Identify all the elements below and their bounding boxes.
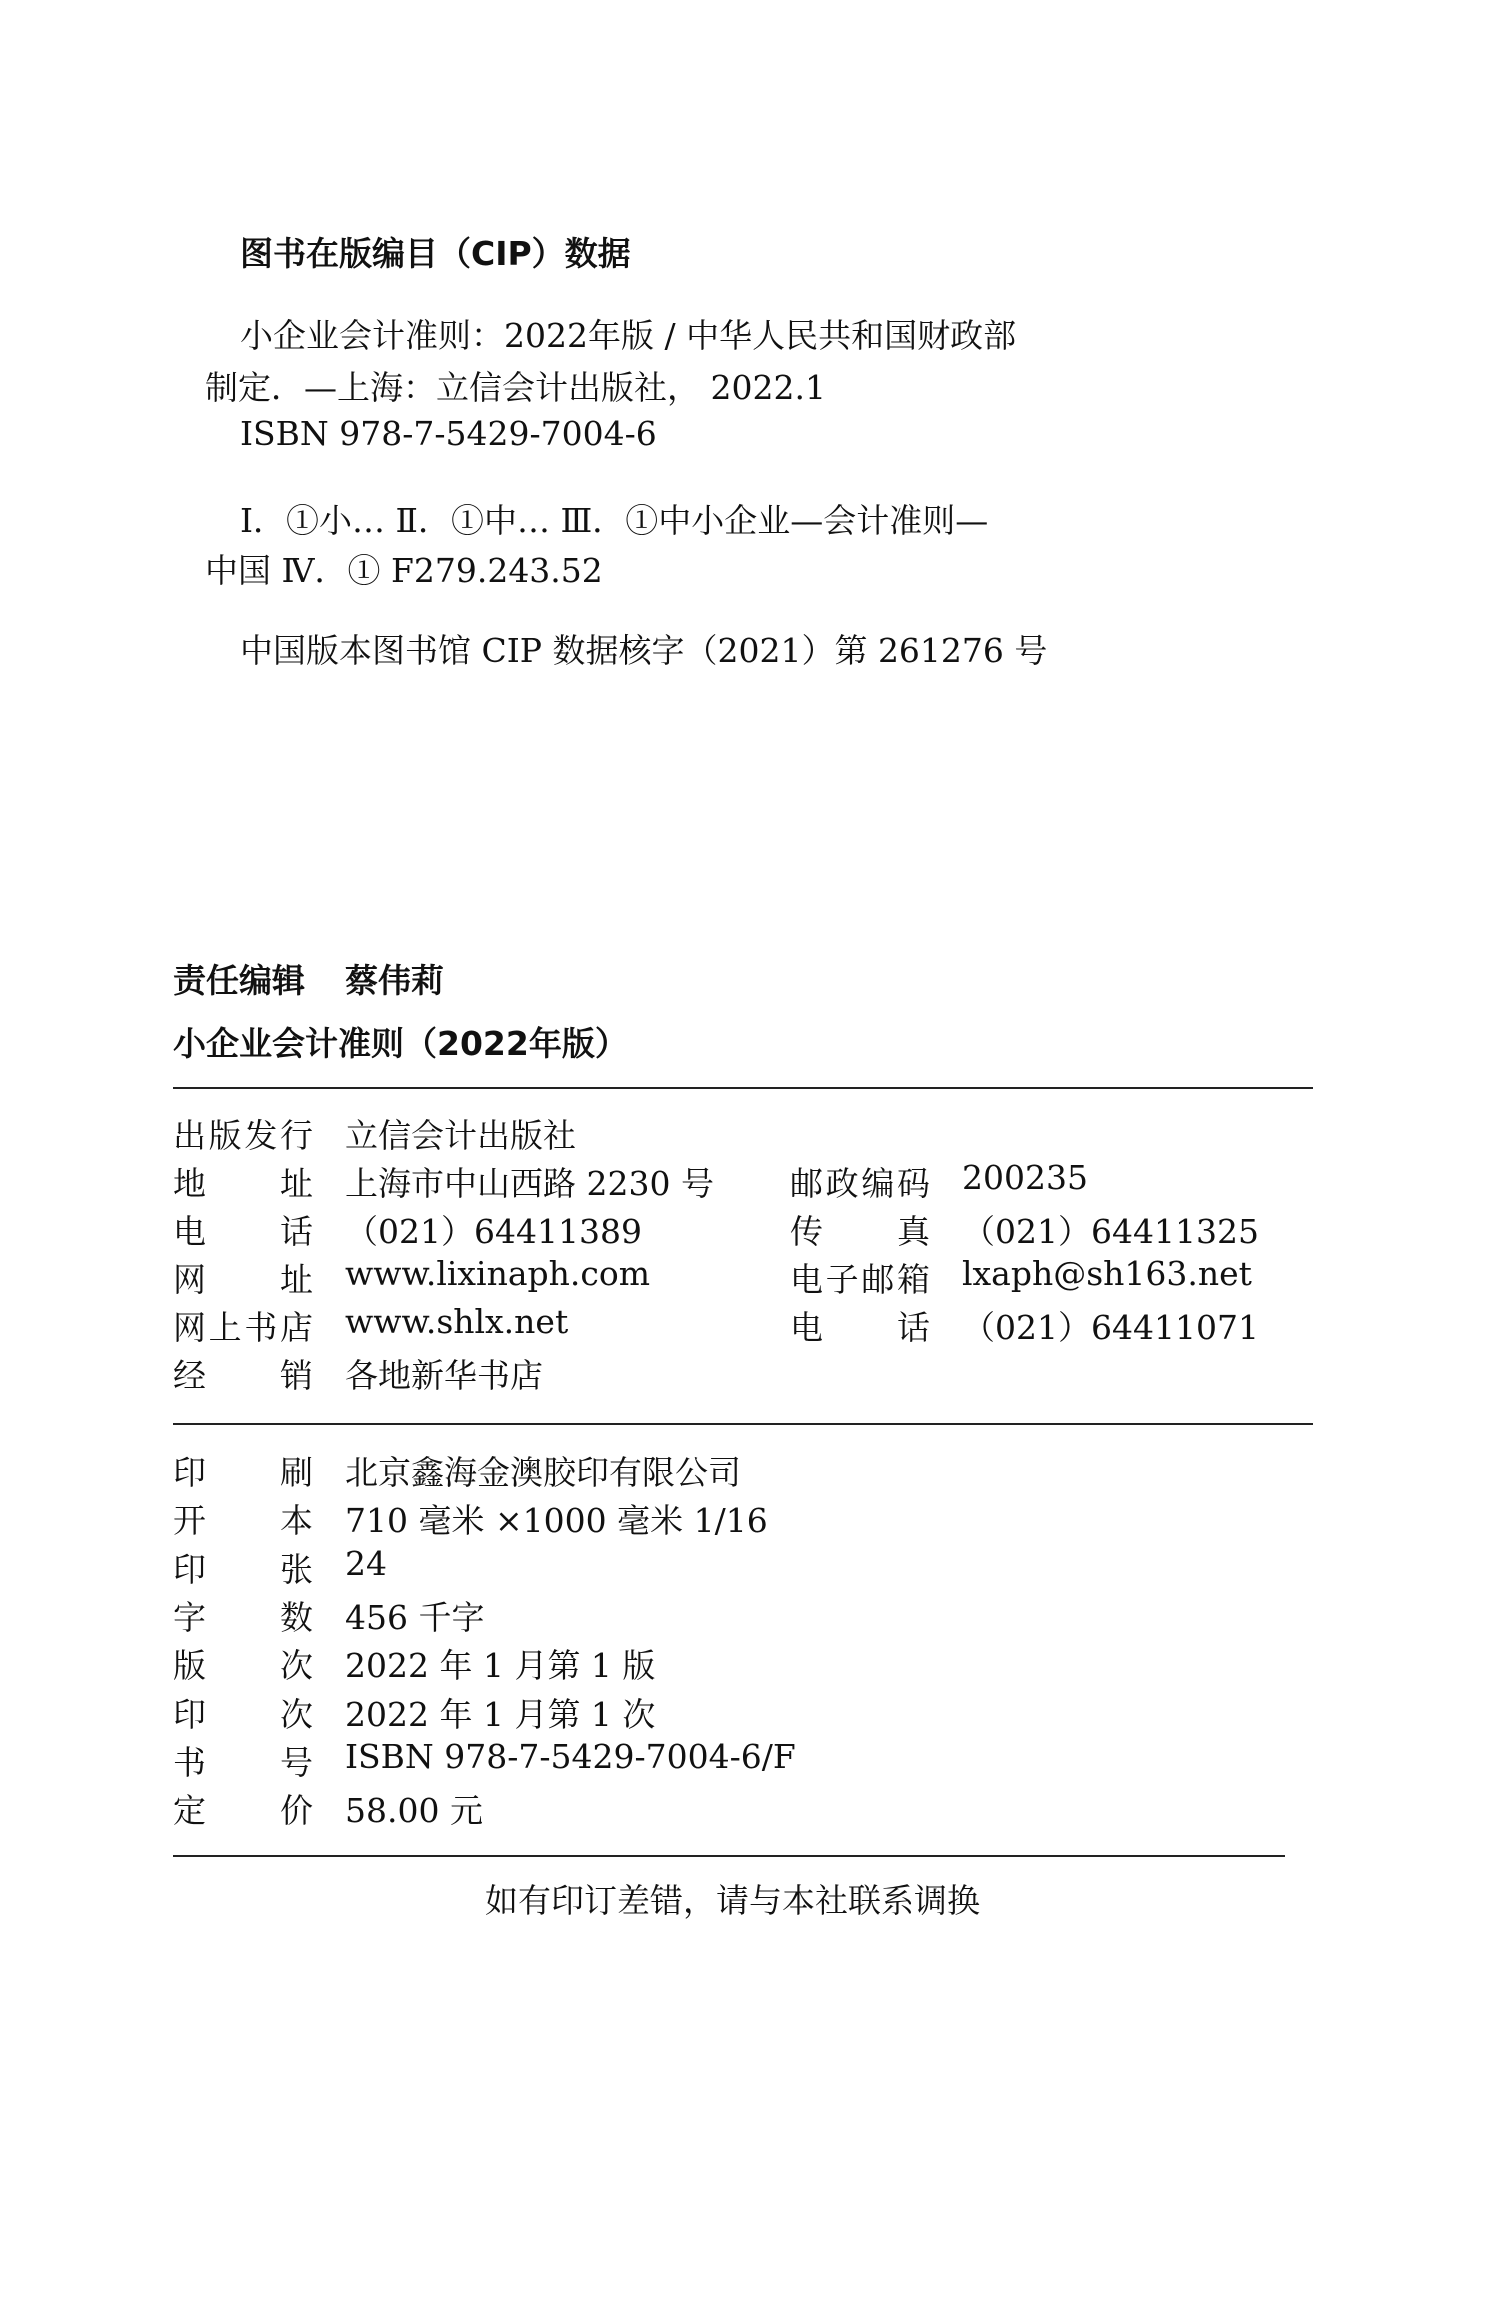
cip-classification-line-1: Ⅰ．①小… Ⅱ．①中… Ⅲ．①中小企业—会计准则— (240, 501, 989, 540)
cip-isbn: ISBN 978-7-5429-7004-6 (240, 414, 657, 453)
divider-middle (173, 1423, 1313, 1425)
print-value: 456 千字 (345, 1598, 485, 1637)
publisher-value: www.shlx.net (345, 1302, 569, 1341)
publisher-label: 经销 (173, 1356, 313, 1395)
publisher-label-secondary: 邮政编码 (790, 1164, 930, 1203)
publisher-value: www.lixinaph.com (345, 1254, 651, 1293)
book-title: 小企业会计准则（2022年版） (173, 1024, 628, 1063)
publisher-label: 网上书店 (173, 1308, 313, 1347)
publisher-label-secondary: 电话 (790, 1308, 930, 1347)
print-label: 印张 (173, 1550, 313, 1589)
divider-top (173, 1087, 1313, 1089)
print-value: ISBN 978-7-5429-7004-6/F (345, 1737, 796, 1776)
publisher-label-secondary: 电子邮箱 (790, 1260, 930, 1299)
print-label: 字数 (173, 1598, 313, 1637)
publisher-label: 地址 (173, 1164, 313, 1203)
divider-bottom (173, 1855, 1285, 1857)
print-label: 开本 (173, 1501, 313, 1540)
cip-classification-line-2: 中国 Ⅳ．① F279.243.52 (205, 551, 603, 590)
footer-notice: 如有印订差错，请与本社联系调换 (485, 1881, 980, 1920)
print-value: 710 毫米 ×1000 毫米 1/16 (345, 1501, 768, 1540)
print-label: 印次 (173, 1695, 313, 1734)
cip-entry-line-1: 小企业会计准则：2022年版 / 中华人民共和国财政部 (240, 316, 1017, 355)
print-label: 印刷 (173, 1453, 313, 1492)
publisher-value-secondary: （021）64411071 (962, 1308, 1259, 1347)
publisher-value-secondary: 200235 (962, 1158, 1088, 1197)
publisher-label: 出版发行 (173, 1116, 313, 1155)
print-label: 版次 (173, 1646, 313, 1685)
publisher-value: 各地新华书店 (345, 1356, 543, 1395)
print-value: 2022 年 1 月第 1 次 (345, 1695, 656, 1734)
publisher-label: 网址 (173, 1260, 313, 1299)
publisher-label-secondary: 传真 (790, 1212, 930, 1251)
editor-label: 责任编辑 (173, 961, 305, 1000)
publisher-value: 上海市中山西路 2230 号 (345, 1164, 714, 1203)
cip-title: 图书在版编目（CIP）数据 (240, 234, 631, 273)
publisher-value-secondary: lxaph@sh163.net (962, 1254, 1252, 1293)
print-value: 2022 年 1 月第 1 版 (345, 1646, 656, 1685)
editor-name: 蔡伟莉 (345, 961, 444, 1000)
print-value: 58.00 元 (345, 1791, 483, 1830)
cip-approval-number: 中国版本图书馆 CIP 数据核字（2021）第 261276 号 (240, 631, 1048, 670)
print-label: 书号 (173, 1743, 313, 1782)
publisher-value: （021）64411389 (345, 1212, 642, 1251)
print-value: 24 (345, 1544, 387, 1583)
print-label: 定价 (173, 1791, 313, 1830)
publisher-label: 电话 (173, 1212, 313, 1251)
cip-entry-line-2: 制定．—上海：立信会计出版社， 2022.1 (205, 368, 826, 407)
publisher-value: 立信会计出版社 (345, 1116, 576, 1155)
publisher-value-secondary: （021）64411325 (962, 1212, 1259, 1251)
print-value: 北京鑫海金澳胶印有限公司 (345, 1453, 741, 1492)
